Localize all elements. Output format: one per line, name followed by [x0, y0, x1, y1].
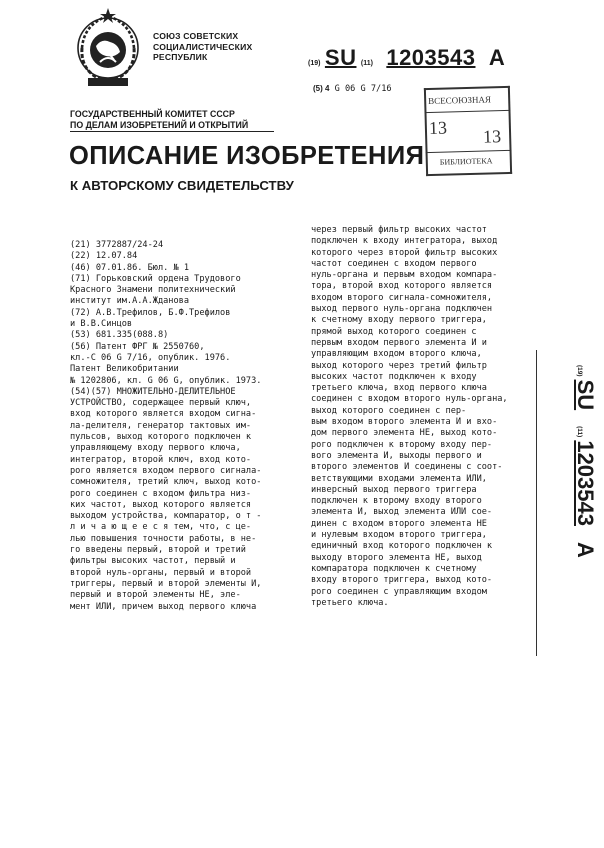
text-line: ветствующими входами элемента ИЛИ, — [311, 473, 487, 484]
text-line: третьего ключа. — [311, 597, 389, 608]
text-line: ких частот, выход которого является — [70, 499, 252, 510]
issuer-line: РЕСПУБЛИК — [153, 52, 208, 62]
text-line: ла-делителя, генератор тактовых им- — [70, 420, 252, 431]
text-line: триггеры, первый и второй элементы И, — [70, 578, 262, 589]
patent-number: 1203543 — [386, 45, 476, 70]
text-line: вход которого является входом сигна- — [70, 409, 257, 420]
text-line: (56) Патент ФРГ № 2550760, — [70, 341, 205, 352]
text-line: рого подключен к второму входу пер- — [311, 439, 493, 450]
kind-code: A — [488, 45, 506, 70]
stamp-top-text: ВСЕСОЮЗНАЯ — [428, 94, 492, 107]
text-line: вого элемента И, выходы первого и — [311, 450, 482, 461]
side-patent-number-text: 1203543 — [573, 440, 598, 526]
text-line: через первый фильтр высоких частот — [311, 225, 487, 235]
ipc-prefix: (5) 4 — [313, 84, 330, 93]
text-line: (71) Горьковский ордена Трудового — [70, 273, 241, 284]
text-line: дом первого элемента НЕ, выход кото- — [311, 428, 498, 439]
margin-rule — [536, 350, 537, 656]
text-line: входу второго триггера, выход кото- — [311, 575, 493, 586]
text-line: соединен с входом второго нуль-органа, — [311, 394, 508, 405]
text-line: (21) 3772887/24-24 — [70, 240, 164, 250]
left-column — [70, 240, 306, 613]
document-subtitle: К АВТОРСКОМУ СВИДЕТЕЛЬСТВУ — [70, 178, 294, 193]
text-line: рого соединен с управляющим входом — [311, 586, 487, 597]
text-line: управляющему входу первого ключа, — [70, 443, 241, 454]
text-line: второй нуль-органы, первый и второй — [70, 567, 252, 578]
stamp-right-number: 13 — [482, 126, 502, 147]
side-inid-19: (19) — [576, 365, 583, 377]
text-line: к счетному входу первого триггера, — [311, 315, 487, 326]
text-line: входом второго сигнала-сомножителя, — [311, 292, 493, 303]
inid-11: (11) — [360, 60, 373, 67]
text-line: тора, второй вход которого является — [311, 281, 493, 292]
text-line: которого через второй фильтр высоких — [311, 247, 498, 258]
ussr-emblem-icon — [72, 8, 144, 90]
text-line: пульсов, выход которого подключен к — [70, 432, 252, 443]
text-line: единичный вход которого подключен к — [311, 541, 493, 552]
text-line: подключен к второму входу второго — [311, 496, 482, 507]
text-line: (53) 681.335(088.8) — [70, 330, 169, 341]
text-line: частот соединен с входом первого — [311, 258, 477, 269]
text-line: (72) А.В.Трефилов, Б.Ф.Трефилов — [70, 307, 231, 318]
text-line: третьего ключа, вход первого ключа — [311, 383, 487, 394]
text-line: первым входом первого элемента И и — [311, 337, 487, 348]
text-line: Патент Великобритании — [70, 364, 179, 375]
text-line: Красного Знамени политехнический — [70, 285, 236, 296]
text-line: динен с входом второго элемента НЕ — [311, 518, 487, 529]
text-line: вым входом второго элемента И и вхо- — [311, 417, 498, 428]
document-title: ОПИСАНИЕ ИЗОБРЕТЕНИЯ — [69, 142, 425, 170]
text-line: лью повышения точности работы, в не- — [70, 533, 257, 544]
text-line: сомножителя, третий ключ, выход кото- — [70, 477, 262, 488]
text-line: выходом устройства, компаратор, о т - — [70, 511, 262, 522]
text-line: рого является входом первого сигнала- — [70, 465, 262, 476]
text-line: подключен к входу интегратора, выход — [311, 236, 498, 247]
text-line: (54)(57) МНОЖИТЕЛЬНО-ДЕЛИТЕЛЬНОЕ — [70, 386, 236, 397]
text-line: л и ч а ю щ е е с я тем, что, с це- — [70, 522, 252, 533]
right-column — [311, 225, 527, 609]
country-code: SU — [324, 45, 357, 70]
committee-line: ГОСУДАРСТВЕННЫЙ КОМИТЕТ СССР — [70, 109, 235, 119]
inid-19: (19) — [308, 60, 321, 67]
text-line: первый и второй элементы НЕ, эле- — [70, 590, 241, 601]
committee-name — [70, 109, 274, 132]
text-line: нуль-органа и первым входом компара- — [311, 270, 498, 281]
ipc-code: G 06 G 7/16 — [334, 84, 392, 94]
text-line: го введены первый, второй и третий — [70, 545, 246, 556]
committee-line: ПО ДЕЛАМ ИЗОБРЕТЕНИЙ И ОТКРЫТИЙ — [70, 119, 249, 130]
text-line: рого соединен с входом фильтра низ- — [70, 488, 252, 499]
text-line: институт им.А.А.Жданова — [70, 296, 189, 307]
stamp-bottom-text: БИБЛИОТЕКА — [439, 156, 493, 167]
text-line: выход которого соединен с пер- — [311, 405, 467, 416]
text-line: управляющим входом второго ключа, — [311, 349, 482, 360]
ipc-classification — [313, 84, 392, 94]
text-line: элемента И, выход элемента ИЛИ сое- — [311, 507, 493, 518]
text-line: и В.В.Синцов — [70, 319, 133, 330]
divider — [70, 131, 274, 132]
text-line: УСТРОЙСТВО, содержащее первый ключ, — [70, 398, 252, 409]
issuer-name — [153, 31, 252, 63]
patent-number-block — [308, 45, 505, 71]
text-line: выход первого нуль-органа подключен — [311, 304, 493, 315]
text-line: № 1202806, кл. G 06 G, опублик. 1973. — [70, 375, 262, 386]
text-line: фильтры высоких частот, первый и — [70, 556, 236, 567]
text-line: выходу второго элемента НЕ, выход — [311, 552, 482, 563]
text-line: (46) 07.01.86. Бюл. № 1 — [70, 262, 189, 273]
stamp-left-number: 13 — [428, 117, 448, 139]
text-line: прямой выход которого соединен с — [311, 326, 477, 337]
text-line: (22) 12.07.84 — [70, 251, 138, 262]
text-line: высоких частот подключен к входу — [311, 371, 477, 382]
text-line: и нулевым входом второго триггера, — [311, 530, 487, 541]
issuer-line: СОЦИАЛИСТИЧЕСКИХ — [153, 41, 253, 52]
text-line: мент ИЛИ, причем выход первого ключа — [70, 601, 257, 612]
side-kind-code: A — [573, 541, 598, 558]
text-line: инверсный выход первого триггера — [311, 484, 477, 495]
text-line: кл.-С 06 G 7/16, опублик. 1976. — [70, 352, 231, 363]
library-stamp — [424, 86, 512, 176]
side-country-code: SU — [573, 379, 598, 411]
text-line: интегратор, второй ключ, вход кото- — [70, 454, 252, 465]
side-patent-number — [568, 365, 598, 665]
text-line: второго элементов И соединены с соот- — [311, 462, 503, 473]
text-line: выход которого через третий фильтр — [311, 360, 487, 371]
side-inid-11: (11) — [576, 426, 583, 438]
issuer-line: СОЮЗ СОВЕТСКИХ — [153, 31, 239, 41]
text-line: компаратора подключен к счетному — [311, 563, 477, 574]
